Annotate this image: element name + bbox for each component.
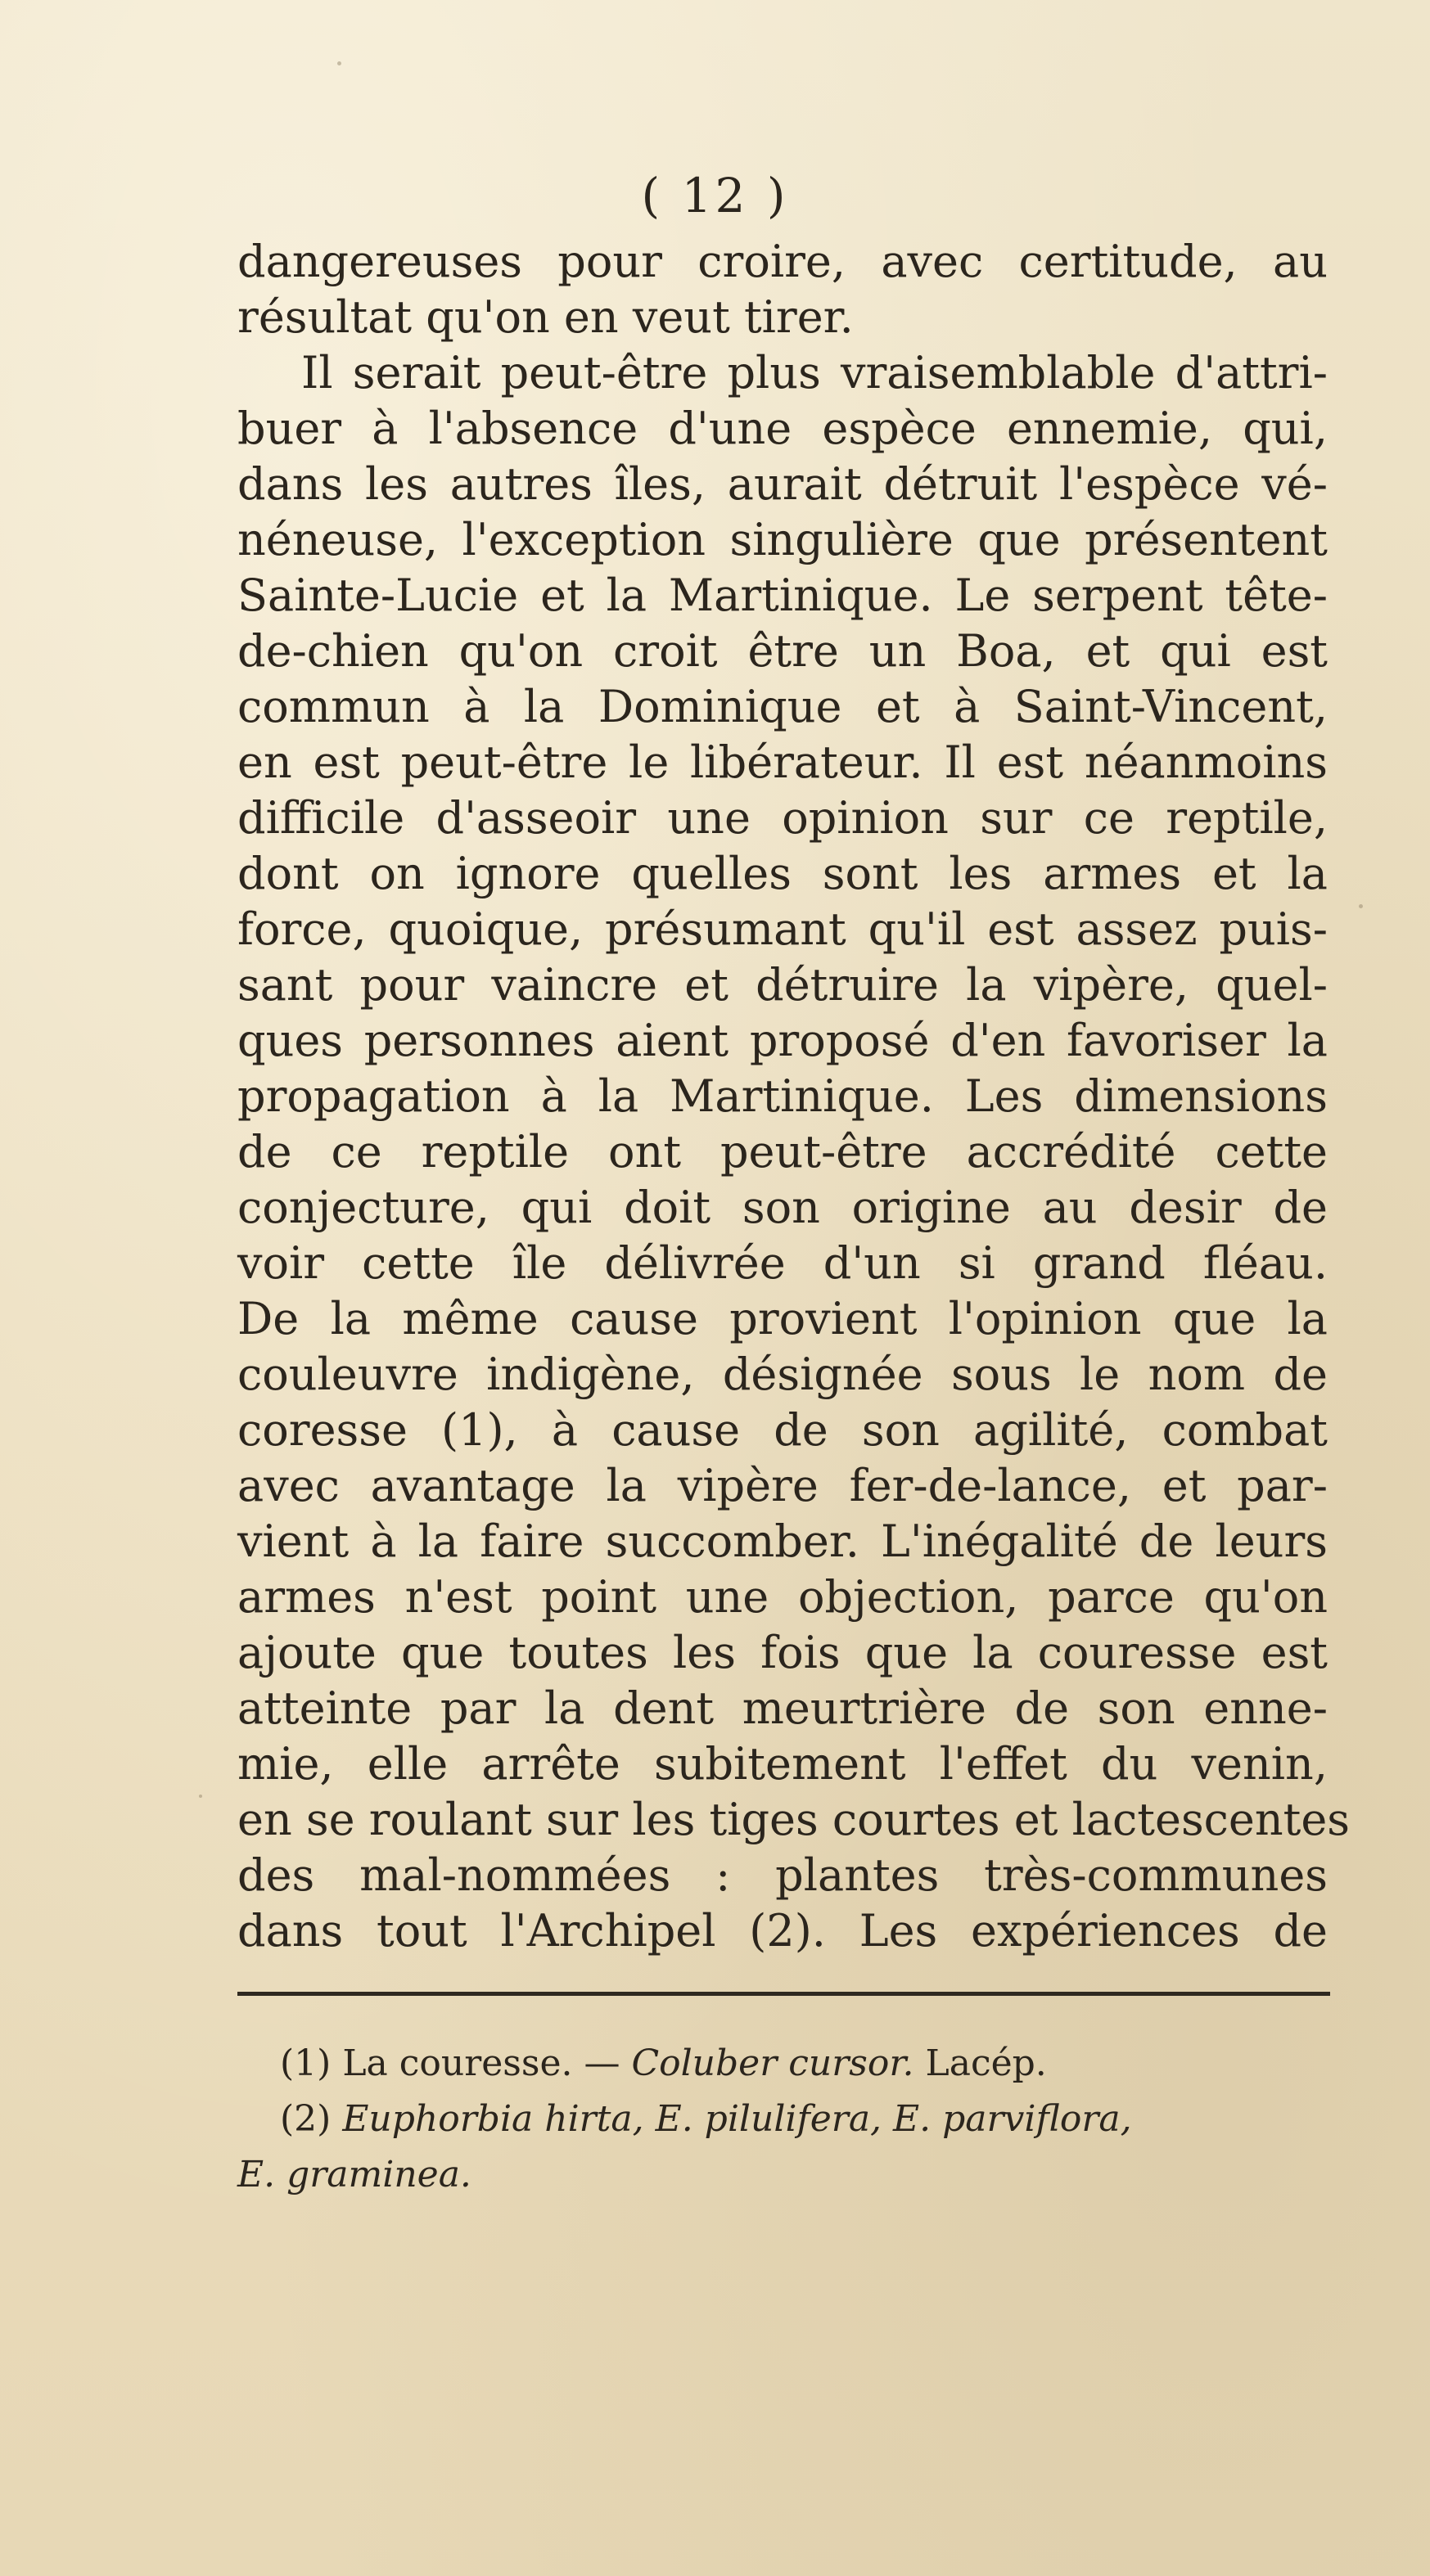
text-line: en se roulant sur les tiges courtes et lactescentes [237,1794,1351,1845]
text-line: des mal-nommées : plantes très-communes [237,1849,1328,1901]
footnote-text: (1) La couresse. — [280,2042,632,2084]
text-line: force, quoique, présumant qu'il est assez puis- [237,903,1328,955]
text-line: coresse (1), à cause de son agilité, combat [237,1404,1328,1456]
footnote-2-continued [237,2147,1334,2203]
text-line: Il serait peut-être plus vraisemblable d'attri- [301,347,1328,399]
text-line: armes n'est point une objection, parce qu'on [237,1571,1328,1623]
text-line: en est peut-être le libérateur. Il est néanmoins [237,736,1328,788]
footnote-1 [237,2036,1334,2092]
page-number: ( 12 ) [641,168,789,223]
text-line: Sainte-Lucie et la Martinique. Le serpent tête- [237,570,1328,621]
text-line: dangereuses pour croire, avec certitude, au [237,236,1328,287]
footnotes [237,2036,1334,2203]
footnote-species: E. graminea. [237,2154,471,2195]
paper-speck [199,1795,202,1798]
text-line: conjecture, qui doit son origine au desir de [237,1182,1328,1233]
text-line: ques personnes aient proposé d'en favoriser la [237,1015,1328,1066]
text-line: propagation à la Martinique. Les dimensions [237,1070,1328,1122]
text-line: néneuse, l'exception singulière que présentent [237,514,1328,565]
footnote-2 [237,2092,1334,2147]
text-line: dans les autres îles, aurait détruit l'espèce vé- [237,458,1328,510]
text-line: sant pour vaincre et détruire la vipère, quel- [237,959,1328,1011]
footnote-text: (2) [280,2098,343,2140]
text-line: buer à l'absence d'une espèce ennemie, qui, [237,403,1328,454]
text-line: commun à la Dominique et à Saint-Vincent, [237,681,1328,732]
body-text [237,234,1351,1959]
footnote-species: Coluber cursor. [631,2042,914,2084]
footnote-text: Lacép. [913,2042,1047,2084]
text-line: couleuvre indigène, désignée sous le nom de [237,1349,1328,1400]
text-line: De la même cause provient l'opinion que la [237,1293,1328,1344]
paper-speck [1359,904,1363,908]
text-line: de-chien qu'on croit être un Boa, et qui est [237,625,1328,677]
text-line: mie, elle arrête subitement l'effet du venin, [237,1738,1328,1790]
text-line: avec avantage la vipère fer-de-lance, et par- [237,1460,1328,1511]
text-line: vient à la faire succomber. L'inégalité de leurs [237,1515,1328,1567]
text-line: ajoute que toutes les fois que la couresse est [237,1627,1328,1678]
text-line: de ce reptile ont peut-être accrédité cette [237,1126,1328,1178]
text-line: résultat qu'on en veut tirer. [237,291,854,343]
text-line: difficile d'asseoir une opinion sur ce reptile, [237,792,1328,844]
text-line: dont on ignore quelles sont les armes et la [237,848,1328,899]
text-line: atteinte par la dent meurtrière de son enne- [237,1682,1328,1734]
text-line: dans tout l'Archipel (2). Les expériences de [237,1905,1328,1957]
text-line: voir cette île délivrée d'un si grand fléau. [237,1237,1328,1289]
paper-speck [337,61,341,65]
footnote-species: Euphorbia hirta, E. pilulifera, E. parviflora, [342,2098,1132,2140]
footnote-rule [237,1992,1330,1996]
